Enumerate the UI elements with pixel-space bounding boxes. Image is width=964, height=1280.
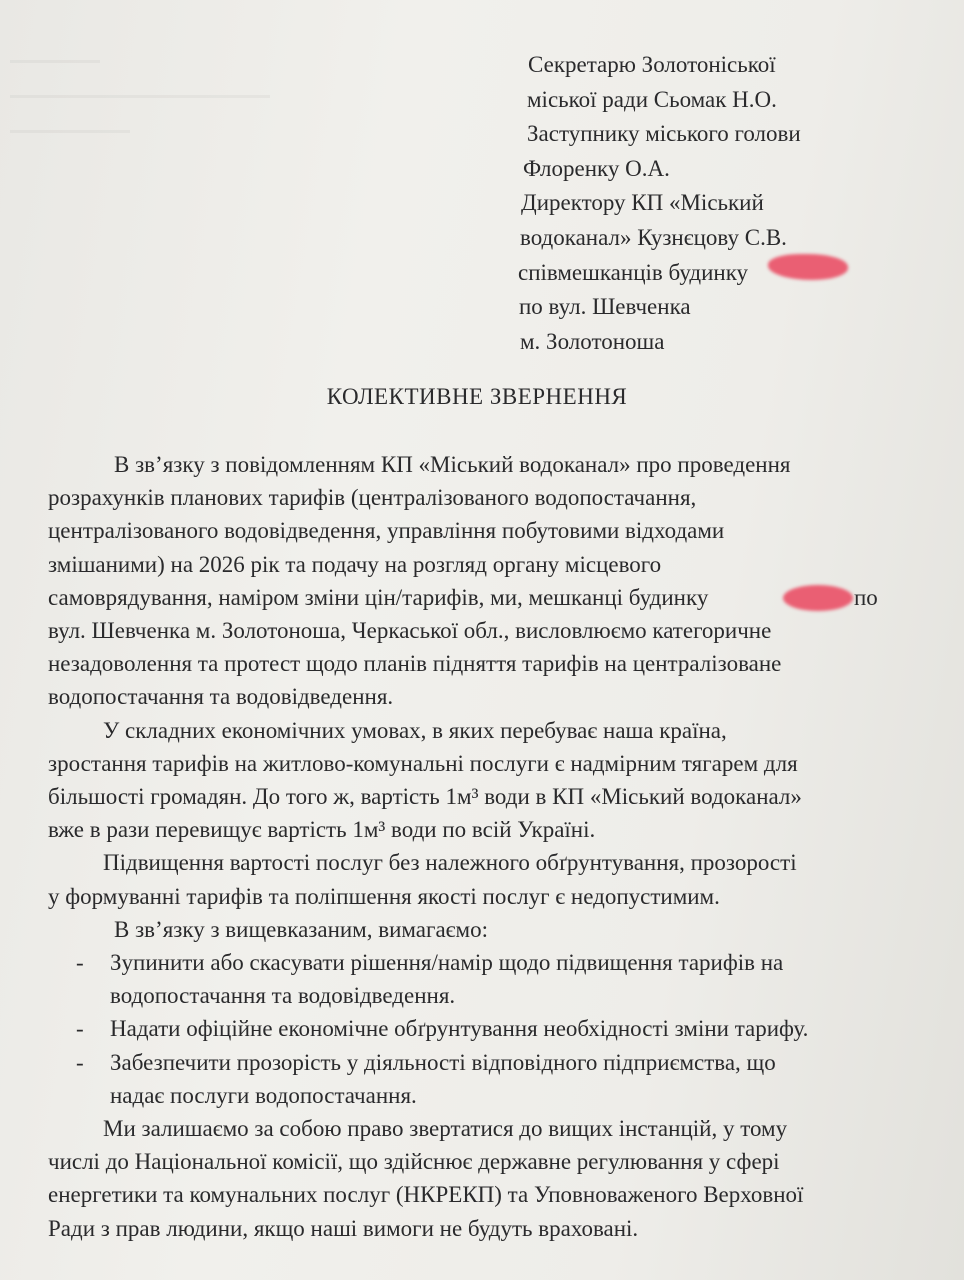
title-text: КОЛЕКТИВНЕ ЗВЕРНЕННЯ <box>326 384 628 409</box>
demand-item <box>48 1012 868 1045</box>
paragraph-line: Підвищення вартості послуг без належного обґрунтування, прозорості <box>103 850 797 876</box>
paragraph-line: енергетики та комунальних послуг (НКРЕКП) та Уповноваженого Верховної <box>48 1182 804 1208</box>
paragraph-line: водопостачання та водовідведення. <box>48 684 394 710</box>
paragraph-line: вул. Шевченка м. Золотоноша, Черкаської обл., висловлюємо категоричне <box>48 618 772 644</box>
demand-item <box>48 946 868 979</box>
addressee-block <box>518 48 801 359</box>
paragraph-line: числі до Національної комісії, що здійснює державне регулювання у сфері <box>48 1149 780 1175</box>
addressee-line: м. Золотоноша <box>520 328 665 354</box>
redaction-mark <box>783 585 853 611</box>
bullet-dash: - <box>76 1016 84 1042</box>
paragraph-text: самоврядування, наміром зміни цін/тарифів, ми, мешканці будинку <box>48 584 709 610</box>
demand-item-continuation: надає послуги водопостачання. <box>110 1082 417 1108</box>
addressee-line: міської ради Сьомак Н.О. <box>527 86 777 112</box>
paragraph-line: більшості громадян. До того ж, вартість 1м³ води в КП «Міський водоканал» <box>48 784 802 810</box>
demand-item-continuation: водопостачання та водовідведення. <box>110 983 456 1009</box>
paragraph-line: централізованого водовідведення, управління побутовими відходами <box>48 518 725 544</box>
paragraph-line: Ради з прав людини, якщо наші вимоги не будуть враховані. <box>48 1215 639 1241</box>
demand-item <box>48 1046 868 1079</box>
bleed-through-text <box>0 40 300 150</box>
letter-body <box>48 448 878 1245</box>
bullet-dash: - <box>76 950 84 976</box>
addressee-line: по вул. Шевченка <box>519 294 691 320</box>
paragraph-line: зростання тарифів на житлово-комунальні послуги є надмірним тягарем для <box>48 750 798 776</box>
demand-text: Надати офіційне економічне обґрунтування необхідності зміни тарифу. <box>110 1016 809 1042</box>
document-title <box>0 384 964 410</box>
paragraph-line <box>48 581 878 614</box>
paragraph-line: розрахунків планових тарифів (централізованого водопостачання, <box>48 485 697 511</box>
paragraph-line: у формуванні тарифів та поліпшення якості послуг є недопустимим. <box>48 883 720 909</box>
demands-intro: В зв’язку з вищевказаним, вимагаємо: <box>114 916 488 942</box>
paragraph-text: по <box>854 584 878 610</box>
paragraph-line: змішаними) на 2026 рік та подачу на розгляд органу місцевого <box>48 551 662 577</box>
paragraph-line: вже в рази перевищує вартість 1м³ води по всій Україні. <box>48 817 596 843</box>
bullet-dash: - <box>76 1049 84 1075</box>
addressee-line: Директору КП «Міський <box>521 190 764 216</box>
demand-text: Зупинити або скасувати рішення/намір щодо підвищення тарифів на <box>110 950 784 976</box>
paragraph-line: У складних економічних умовах, в яких перебуває наша країна, <box>103 717 727 743</box>
demand-text: Забезпечити прозорість у діяльності відповідного підприємства, що <box>110 1049 776 1075</box>
addressee-line: водоканал» Кузнєцову С.В. <box>520 224 787 250</box>
paragraph-line: В зв’язку з повідомленням КП «Міський водоканал» про проведення <box>114 452 791 477</box>
addressee-line: Секретарю Золотоніської <box>528 52 776 77</box>
paragraph-line: Ми залишаємо за собою право звертатися до вищих інстанцій, у тому <box>103 1116 788 1142</box>
addressee-line: Заступнику міського голови <box>527 121 801 147</box>
addressee-line: Флоренку О.А. <box>523 155 670 181</box>
paragraph-line: незадоволення та протест щодо планів підняття тарифів на централізоване <box>48 651 782 677</box>
addressee-line: співмешканців будинку <box>518 259 749 285</box>
